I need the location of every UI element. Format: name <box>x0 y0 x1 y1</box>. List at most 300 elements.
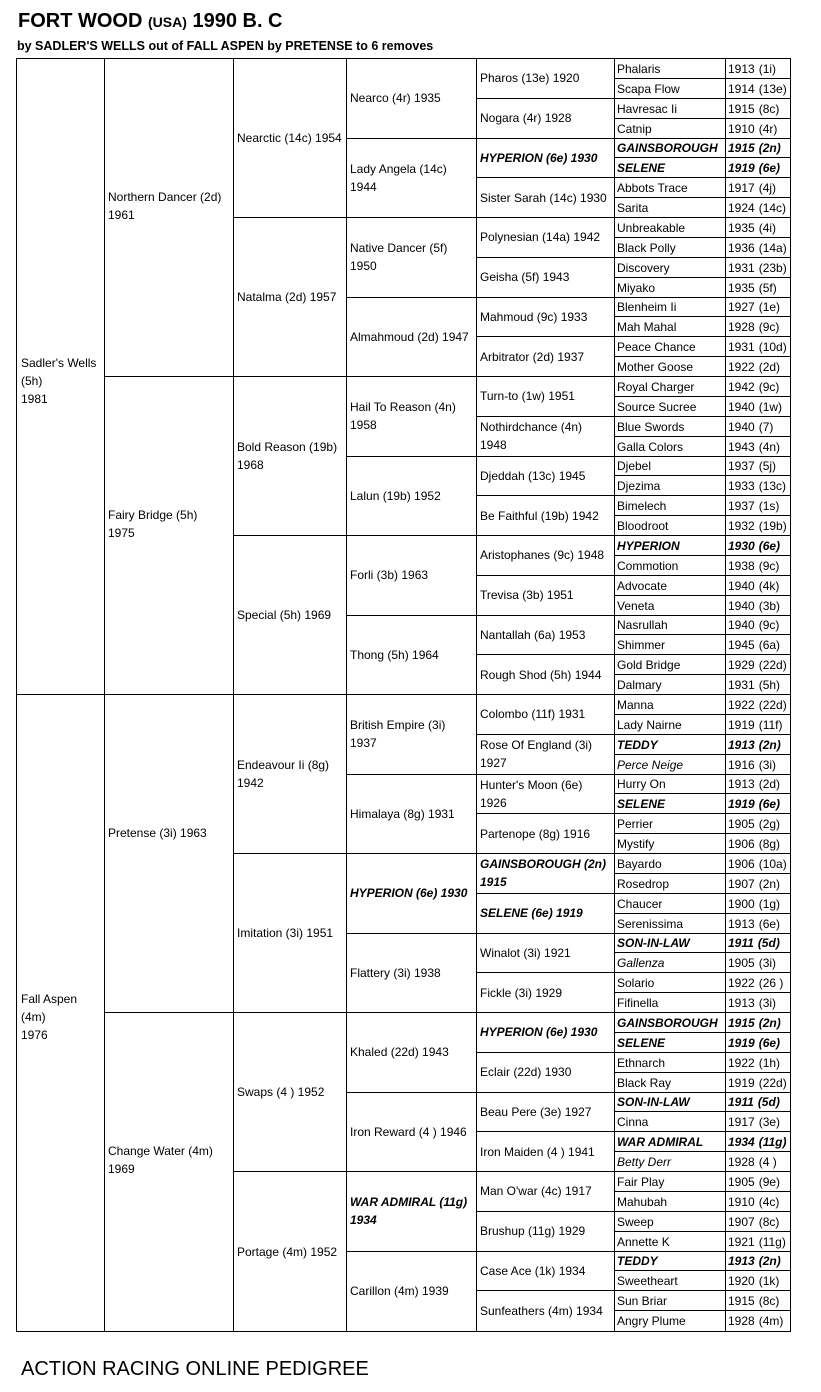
page-title <box>18 9 283 34</box>
horse-entry <box>350 398 456 434</box>
horse-name: Gallenza <box>617 956 665 971</box>
horse-year: 1921 <box>728 1234 755 1249</box>
horse-family: (5f) <box>758 280 777 295</box>
horse-family: (4m) <box>758 1314 784 1329</box>
horse-entry <box>480 268 569 286</box>
horse-line: HYPERION (6e) 1930 <box>480 150 598 165</box>
pedigree-cell-gen5 <box>477 973 615 1013</box>
horse-family: (9c) <box>758 320 780 335</box>
pedigree-cell-gen5 <box>477 695 615 735</box>
horse-line: 1950 <box>350 259 377 274</box>
horse-year: 1931 <box>728 260 755 275</box>
horse-year-family <box>725 536 780 556</box>
pedigree-cell-gen5 <box>477 814 615 854</box>
horse-line: Polynesian (14a) 1942 <box>480 230 601 245</box>
horse-line: Hunter's Moon (6e) <box>480 777 583 792</box>
horse-year-family <box>725 238 787 258</box>
pedigree-cell-gen6 <box>615 298 790 318</box>
horse-name: Manna <box>617 697 654 712</box>
horse-year-family <box>725 1252 781 1272</box>
horse-name: Mahubah <box>617 1194 668 1209</box>
pedigree-cell-gen5 <box>477 417 615 457</box>
pedigree-cell-gen6 <box>615 1291 790 1311</box>
horse-year-family <box>725 516 787 536</box>
pedigree-cell-gen6 <box>615 178 790 198</box>
pedigree-cell-gen3 <box>234 377 347 536</box>
horse-entry <box>108 824 233 842</box>
horse-entry <box>480 387 575 405</box>
horse-year: 1920 <box>728 1274 755 1289</box>
pedigree-cell-gen4 <box>347 298 477 378</box>
horse-family: (5j) <box>758 459 777 474</box>
horse-entry <box>480 904 583 922</box>
horse-line: Change Water (4m) <box>108 1144 213 1158</box>
horse-line: Natalma (2d) 1957 <box>237 290 337 304</box>
horse-line: HYPERION (6e) 1930 <box>350 886 468 901</box>
horse-line: Lalun (19b) 1952 <box>350 488 441 503</box>
horse-name: Phalaris <box>617 61 661 76</box>
horse-year: 1936 <box>728 240 755 255</box>
horse-family: (8g) <box>758 837 781 852</box>
horse-name: Bimelech <box>617 499 667 514</box>
horse-year-family <box>725 496 779 516</box>
horse-line: (4m) <box>21 1010 46 1024</box>
horse-line: Rough Shod (5h) 1944 <box>480 667 602 682</box>
horse-name: Fifinella <box>617 996 659 1011</box>
pedigree-cell-gen6 <box>615 755 790 775</box>
horse-year-family <box>725 993 776 1013</box>
horse-family: (1i) <box>758 61 777 76</box>
horse-entry <box>350 1123 467 1141</box>
horse-family: (11g) <box>758 1135 787 1150</box>
horse-year-family <box>725 834 780 854</box>
horse-name: Gold Bridge <box>617 658 681 673</box>
horse-year-family <box>725 99 779 119</box>
pedigree-cell-gen6 <box>615 1212 790 1232</box>
horse-name: Blenheim Ii <box>617 300 677 315</box>
pedigree-cell-gen4 <box>347 457 477 537</box>
pedigree-cell-gen6 <box>615 715 790 735</box>
horse-line: GAINSBOROUGH (2n) <box>480 857 606 872</box>
horse-year-family <box>725 218 776 238</box>
horse-name: Veneta <box>617 598 655 613</box>
horse-entry <box>480 149 597 167</box>
horse-family: (6e) <box>758 538 781 553</box>
pedigree-cell-gen6 <box>615 635 790 655</box>
pedigree-cell-gen6 <box>615 775 790 795</box>
horse-family: (3i) <box>758 956 777 971</box>
horse-line: 1944 <box>350 179 377 194</box>
horse-year-family <box>725 596 780 616</box>
page-subtitle: by SADLER'S WELLS out of FALL ASPEN by PRETENSE to 6 removes <box>17 39 434 53</box>
horse-year: 1915 <box>728 101 755 116</box>
pedigree-cell-gen6 <box>615 238 790 258</box>
pedigree-cell-gen5 <box>477 457 615 497</box>
horse-year-family <box>725 655 787 675</box>
pedigree-cell-gen4 <box>347 934 477 1014</box>
pedigree-cell-gen5 <box>477 576 615 616</box>
horse-year-family <box>725 457 776 477</box>
pedigree-cell-gen6 <box>615 1271 790 1291</box>
horse-entry <box>237 438 337 474</box>
horse-name: Sarita <box>617 201 649 216</box>
pedigree-cell-gen5 <box>477 894 615 934</box>
horse-family: (1e) <box>758 300 781 315</box>
horse-year: 1919 <box>728 1035 755 1050</box>
horse-family: (9c) <box>758 558 780 573</box>
horse-year: 1927 <box>728 300 755 315</box>
horse-year: 1922 <box>728 976 755 991</box>
horse-name: Scapa Flow <box>617 81 680 96</box>
pedigree-cell-gen6 <box>615 556 790 576</box>
horse-line: Iron Reward (4 ) 1946 <box>350 1124 467 1139</box>
horse-name: Havresac Ii <box>617 101 678 116</box>
pedigree-cell-gen6 <box>615 1311 790 1331</box>
pedigree-cell-gen6 <box>615 1013 790 1033</box>
horse-entry <box>237 1083 324 1101</box>
horse-line: Special (5h) 1969 <box>237 608 332 622</box>
horse-name: Perrier <box>617 817 654 832</box>
horse-year: 1940 <box>728 399 755 414</box>
horse-year-family <box>725 1152 777 1172</box>
pedigree-cell-gen6 <box>615 496 790 516</box>
title-country: (USA) <box>148 14 187 30</box>
horse-family: (10d) <box>758 340 787 355</box>
horse-line: Thong (5h) 1964 <box>350 647 439 662</box>
horse-year: 1922 <box>728 697 755 712</box>
horse-line: 1937 <box>350 736 377 751</box>
horse-family: (2n) <box>758 737 781 752</box>
horse-entry <box>350 805 455 823</box>
horse-entry <box>480 109 571 127</box>
horse-family: (23b) <box>758 260 787 275</box>
horse-entry <box>480 228 600 246</box>
horse-line: 1958 <box>350 418 377 433</box>
horse-line: Swaps (4 ) 1952 <box>237 1085 325 1099</box>
pedigree-cell-gen5 <box>477 298 615 338</box>
horse-line: Winalot (3i) 1921 <box>480 945 571 960</box>
horse-line: Nantallah (6a) 1953 <box>480 627 586 642</box>
pedigree-cell-gen6 <box>615 1152 790 1172</box>
pedigree-cell-gen6 <box>615 79 790 99</box>
horse-entry <box>480 1302 603 1320</box>
horse-entry <box>237 288 336 306</box>
horse-year-family <box>725 337 787 357</box>
horse-line: Beau Pere (3e) 1927 <box>480 1104 592 1119</box>
horse-year-family <box>725 1093 780 1113</box>
horse-entry <box>108 1142 233 1178</box>
horse-year-family <box>725 556 779 576</box>
horse-line: Northern Dancer (2d) <box>108 190 222 204</box>
horse-year-family <box>725 854 787 874</box>
horse-year-family <box>725 814 780 834</box>
horse-line: Nearco (4r) 1935 <box>350 91 441 106</box>
pedigree-cell-gen6 <box>615 576 790 596</box>
horse-family: (26 ) <box>758 976 784 991</box>
horse-entry <box>350 160 447 196</box>
horse-family: (6e) <box>758 797 781 812</box>
horse-entry <box>480 626 585 644</box>
horse-line: Arbitrator (2d) 1937 <box>480 349 585 364</box>
horse-line: Sister Sarah (14c) 1930 <box>480 190 607 205</box>
horse-name: WAR ADMIRAL <box>617 1135 704 1150</box>
pedigree-cell-gen6 <box>615 1093 790 1113</box>
horse-entry <box>480 705 585 723</box>
horse-year: 1943 <box>728 439 755 454</box>
pedigree-cell-gen5 <box>477 854 615 894</box>
pedigree-cell-gen5 <box>477 1132 615 1172</box>
horse-name: Dalmary <box>617 678 662 693</box>
horse-year-family <box>725 755 776 775</box>
horse-year: 1917 <box>728 1115 755 1130</box>
horse-name: Djezima <box>617 479 661 494</box>
horse-line: 1915 <box>480 875 507 890</box>
pedigree-cell-gen6 <box>615 794 790 814</box>
horse-family: (7) <box>758 419 774 434</box>
title-horse: FORT WOOD <box>18 10 143 32</box>
horse-year-family <box>725 914 780 934</box>
horse-entry <box>350 239 447 275</box>
pedigree-cell-gen1 <box>17 695 105 1331</box>
horse-year: 1934 <box>728 1135 755 1150</box>
pedigree-cell-gen4 <box>347 1093 477 1173</box>
horse-line: Trevisa (3b) 1951 <box>480 588 574 603</box>
horse-line: Fickle (3i) 1929 <box>480 985 563 1000</box>
pedigree-cell-gen5 <box>477 1093 615 1133</box>
pedigree-cell-gen6 <box>615 357 790 377</box>
horse-line: British Empire (3i) <box>350 718 446 733</box>
horse-year: 1911 <box>728 936 754 951</box>
horse-family: (11f) <box>758 717 783 732</box>
pedigree-cell-gen5 <box>477 934 615 974</box>
pedigree-cell-gen6 <box>615 993 790 1013</box>
horse-year: 1940 <box>728 578 755 593</box>
horse-year: 1913 <box>728 61 755 76</box>
pedigree-cell-gen6 <box>615 675 790 695</box>
horse-family: (2n) <box>758 876 781 891</box>
horse-entry <box>480 1222 585 1240</box>
pedigree-cell-gen3 <box>234 59 347 218</box>
horse-line: Be Faithful (19b) 1942 <box>480 508 599 523</box>
horse-line: 1926 <box>480 795 507 810</box>
horse-entry <box>237 1243 337 1261</box>
horse-line: Fall Aspen <box>21 992 78 1006</box>
horse-year-family <box>725 158 780 178</box>
horse-year: 1928 <box>728 1314 755 1329</box>
horse-line: Forli (3b) 1963 <box>350 568 429 583</box>
horse-line: Endeavour Ii (8g) <box>237 758 330 772</box>
horse-year: 1913 <box>728 777 755 792</box>
horse-year-family <box>725 576 779 596</box>
horse-year-family <box>725 973 783 993</box>
pedigree-cell-gen6 <box>615 1232 790 1252</box>
pedigree-cell-gen5 <box>477 1053 615 1093</box>
horse-name: Unbreakable <box>617 220 686 235</box>
horse-line: Djeddah (13c) 1945 <box>480 468 586 483</box>
horse-year: 1931 <box>728 340 755 355</box>
horse-year: 1919 <box>728 1075 755 1090</box>
horse-entry <box>480 944 571 962</box>
pedigree-cell-gen6 <box>615 973 790 993</box>
pedigree-cell-gen6 <box>615 317 790 337</box>
horse-family: (6e) <box>758 1035 781 1050</box>
pedigree-cell-gen6 <box>615 1252 790 1272</box>
horse-family: (4n) <box>758 439 781 454</box>
pedigree-cell-gen4 <box>347 1013 477 1093</box>
horse-family: (4k) <box>758 578 780 593</box>
horse-entry <box>350 884 467 902</box>
horse-year: 1935 <box>728 220 755 235</box>
horse-line: Nothirdchance (4n) <box>480 420 583 435</box>
pedigree-cell-gen5 <box>477 337 615 377</box>
horse-family: (6e) <box>758 161 781 176</box>
horse-year-family <box>725 894 780 914</box>
horse-entry <box>237 129 342 147</box>
pedigree-cell-gen6 <box>615 258 790 278</box>
horse-year: 1910 <box>728 121 755 136</box>
horse-entry <box>21 990 104 1044</box>
horse-entry <box>480 1063 571 1081</box>
horse-year-family <box>725 1172 780 1192</box>
pedigree-cell-gen5 <box>477 616 615 656</box>
pedigree-cell-gen6 <box>615 437 790 457</box>
horse-entry <box>480 586 574 604</box>
pedigree-cell-gen5 <box>477 377 615 417</box>
horse-year-family <box>725 59 776 79</box>
horse-line: (5h) <box>21 374 43 388</box>
horse-name: Black Ray <box>617 1075 672 1090</box>
horse-name: Nasrullah <box>617 618 668 633</box>
horse-name: Source Sucree <box>617 399 697 414</box>
horse-family: (9c) <box>758 379 780 394</box>
horse-year: 1932 <box>728 519 755 534</box>
horse-name: Mystify <box>617 837 655 852</box>
horse-year: 1940 <box>728 618 755 633</box>
horse-year: 1942 <box>728 379 755 394</box>
horse-entry <box>480 736 592 772</box>
horse-year: 1940 <box>728 598 755 613</box>
horse-year: 1915 <box>728 1015 755 1030</box>
horse-entry <box>108 188 233 224</box>
horse-year-family <box>725 1271 779 1291</box>
pedigree-cell-gen6 <box>615 854 790 874</box>
horse-family: (2n) <box>758 1254 781 1269</box>
horse-family: (3b) <box>758 598 781 613</box>
horse-entry <box>350 964 441 982</box>
horse-line: WAR ADMIRAL (11g) <box>350 1195 468 1210</box>
horse-family: (22d) <box>758 697 787 712</box>
pedigree-cell-gen3 <box>234 536 347 695</box>
horse-line: Portage (4m) 1952 <box>237 1244 338 1259</box>
pedigree-cell-gen4 <box>347 1172 477 1252</box>
pedigree-cell-gen3 <box>234 854 347 1013</box>
horse-year-family <box>725 397 782 417</box>
pedigree-cell-gen5 <box>477 1013 615 1053</box>
horse-name: Bayardo <box>617 856 662 871</box>
pedigree-cell-gen6 <box>615 99 790 119</box>
horse-name: Rosedrop <box>617 876 670 891</box>
pedigree-cell-gen6 <box>615 1053 790 1073</box>
horse-line: Turn-to (1w) 1951 <box>480 389 575 404</box>
horse-family: (1k) <box>758 1274 780 1289</box>
horse-entry <box>350 1193 467 1229</box>
horse-year: 1906 <box>728 856 755 871</box>
horse-name: Miyako <box>617 280 656 295</box>
horse-name: SON-IN-LAW <box>617 936 690 951</box>
horse-year: 1928 <box>728 1155 755 1170</box>
horse-family: (4r) <box>758 121 778 136</box>
horse-line: Geisha (5f) 1943 <box>480 270 570 285</box>
horse-year: 1931 <box>728 678 755 693</box>
horse-line: 1942 <box>237 776 264 790</box>
horse-line: Lady Angela (14c) <box>350 161 447 176</box>
horse-name: Shimmer <box>617 638 666 653</box>
horse-entry <box>480 666 601 684</box>
horse-entry <box>237 756 329 792</box>
horse-entry <box>480 348 584 366</box>
horse-year-family <box>725 417 773 437</box>
horse-entry <box>21 354 104 408</box>
horse-line: 1969 <box>108 1162 135 1176</box>
title-info: 1990 B. C <box>192 10 283 32</box>
horse-entry <box>480 984 562 1002</box>
horse-name: SELENE <box>617 161 666 176</box>
pedigree-cell-gen2 <box>105 695 234 1013</box>
pedigree-cell-gen4 <box>347 536 477 616</box>
horse-name: Angry Plume <box>617 1314 686 1329</box>
pedigree-cell-gen5 <box>477 1291 615 1331</box>
horse-line: 1927 <box>480 756 507 771</box>
horse-family: (1g) <box>758 896 781 911</box>
pedigree-cell-gen6 <box>615 198 790 218</box>
horse-year: 1933 <box>728 479 755 494</box>
pedigree-cell-gen6 <box>615 417 790 437</box>
horse-line: Flattery (3i) 1938 <box>350 965 441 980</box>
horse-name: Discovery <box>617 260 670 275</box>
horse-family: (1s) <box>758 499 780 514</box>
horse-family: (14c) <box>758 201 787 216</box>
horse-line: Native Dancer (5f) <box>350 241 448 256</box>
horse-year-family <box>725 317 779 337</box>
horse-family: (4j) <box>758 181 777 196</box>
horse-year: 1919 <box>728 161 755 176</box>
horse-year-family <box>725 178 776 198</box>
horse-family: (14a) <box>758 240 787 255</box>
horse-name: SON-IN-LAW <box>617 1095 690 1110</box>
horse-line: Rose Of England (3i) <box>480 738 593 753</box>
pedigree-cell-gen5 <box>477 139 615 179</box>
horse-year-family <box>725 794 780 814</box>
horse-year: 1945 <box>728 638 755 653</box>
horse-entry <box>480 1262 585 1280</box>
horse-name: Galla Colors <box>617 439 684 454</box>
horse-name: SELENE <box>617 1035 666 1050</box>
horse-name: Solario <box>617 976 655 991</box>
pedigree-cell-gen6 <box>615 59 790 79</box>
pedigree-cell-gen5 <box>477 536 615 576</box>
horse-entry <box>480 69 579 87</box>
horse-line: Himalaya (8g) 1931 <box>350 806 455 821</box>
horse-entry <box>480 507 599 525</box>
pedigree-cell-gen5 <box>477 775 615 815</box>
horse-name: Sun Briar <box>617 1294 668 1309</box>
pedigree-cell-gen5 <box>477 258 615 298</box>
horse-year: 1907 <box>728 1214 755 1229</box>
horse-year: 1929 <box>728 658 755 673</box>
horse-line: Carillon (4m) 1939 <box>350 1284 449 1299</box>
horse-line: Khaled (22d) 1943 <box>350 1045 449 1060</box>
pedigree-grid <box>17 59 790 1331</box>
